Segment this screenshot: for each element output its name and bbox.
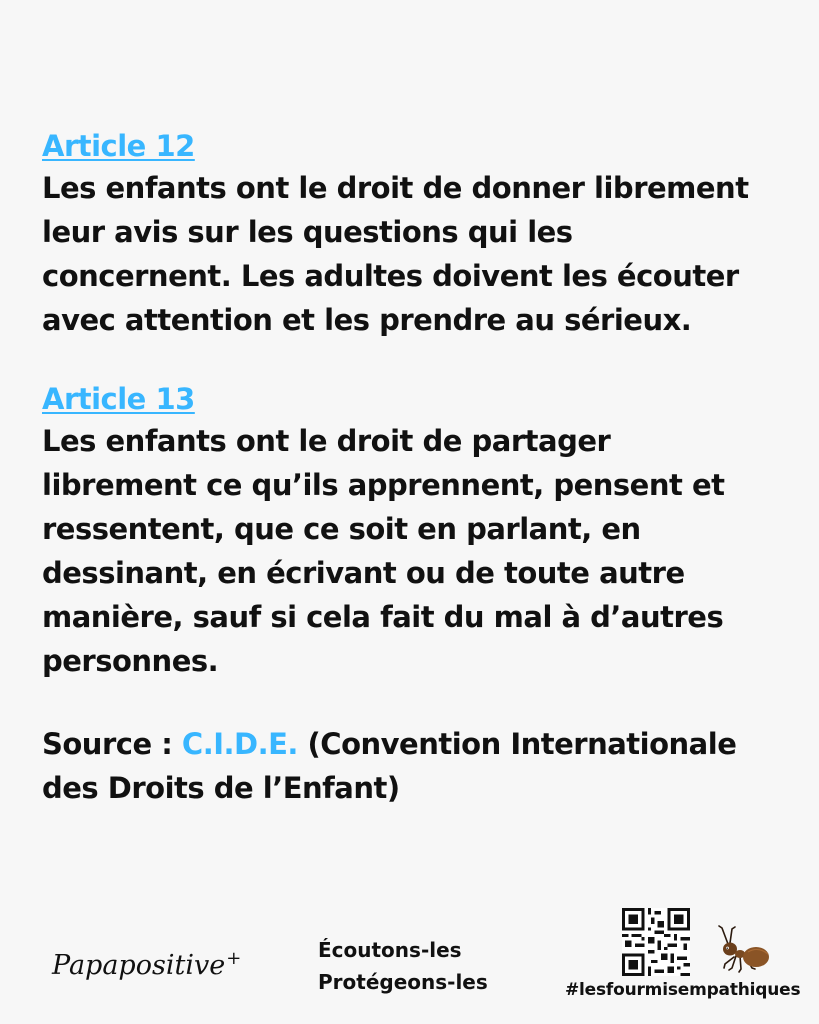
ant-icon [714, 924, 772, 978]
article-12-line: Les enfants ont le droit de donner librement [42, 171, 749, 205]
source-line-2: des Droits de l’Enfant) [42, 771, 400, 805]
slogan-protect: Protégeons-les [318, 970, 488, 994]
source-citation [42, 722, 782, 810]
footer-slogans [318, 934, 488, 998]
article-13-line: ressentent, que ce soit en parlant, en [42, 512, 641, 546]
main-content [42, 126, 782, 810]
article-12 [42, 126, 782, 342]
article-13-line: librement ce qu’ils apprennent, pensent et [42, 468, 725, 502]
logo-text: Papapositive [52, 950, 226, 981]
article-12-line: leur avis sur les questions qui les [42, 215, 573, 249]
article-13-line: Les enfants ont le droit de partager [42, 424, 611, 458]
article-13-line: dessinant, en écrivant ou de toute autre [42, 556, 685, 590]
article-12-line: avec attention et les prendre au sérieux. [42, 303, 692, 337]
article-12-line: concernent. Les adultes doivent les écouter [42, 259, 739, 293]
article-13-text [42, 419, 782, 683]
hashtag[interactable]: #lesfourmisempathiques [565, 980, 801, 1000]
source-acronym: C.I.D.E. [181, 727, 298, 761]
article-12-title[interactable]: Article 12 [42, 129, 195, 163]
article-13-title[interactable]: Article 13 [42, 382, 195, 416]
article-13 [42, 379, 782, 683]
source-rest: (Convention Internationale [297, 727, 737, 761]
slogan-listen: Écoutons-les [318, 938, 462, 962]
qr-code-icon[interactable] [622, 908, 690, 976]
article-13-line: manière, sauf si cela fait du mal à d’autres [42, 600, 724, 634]
article-13-line: personnes. [42, 644, 219, 678]
source-prefix: Source : [42, 727, 182, 761]
papapositive-logo [52, 948, 241, 981]
article-12-text [42, 166, 782, 342]
logo-mark: + [226, 948, 242, 969]
